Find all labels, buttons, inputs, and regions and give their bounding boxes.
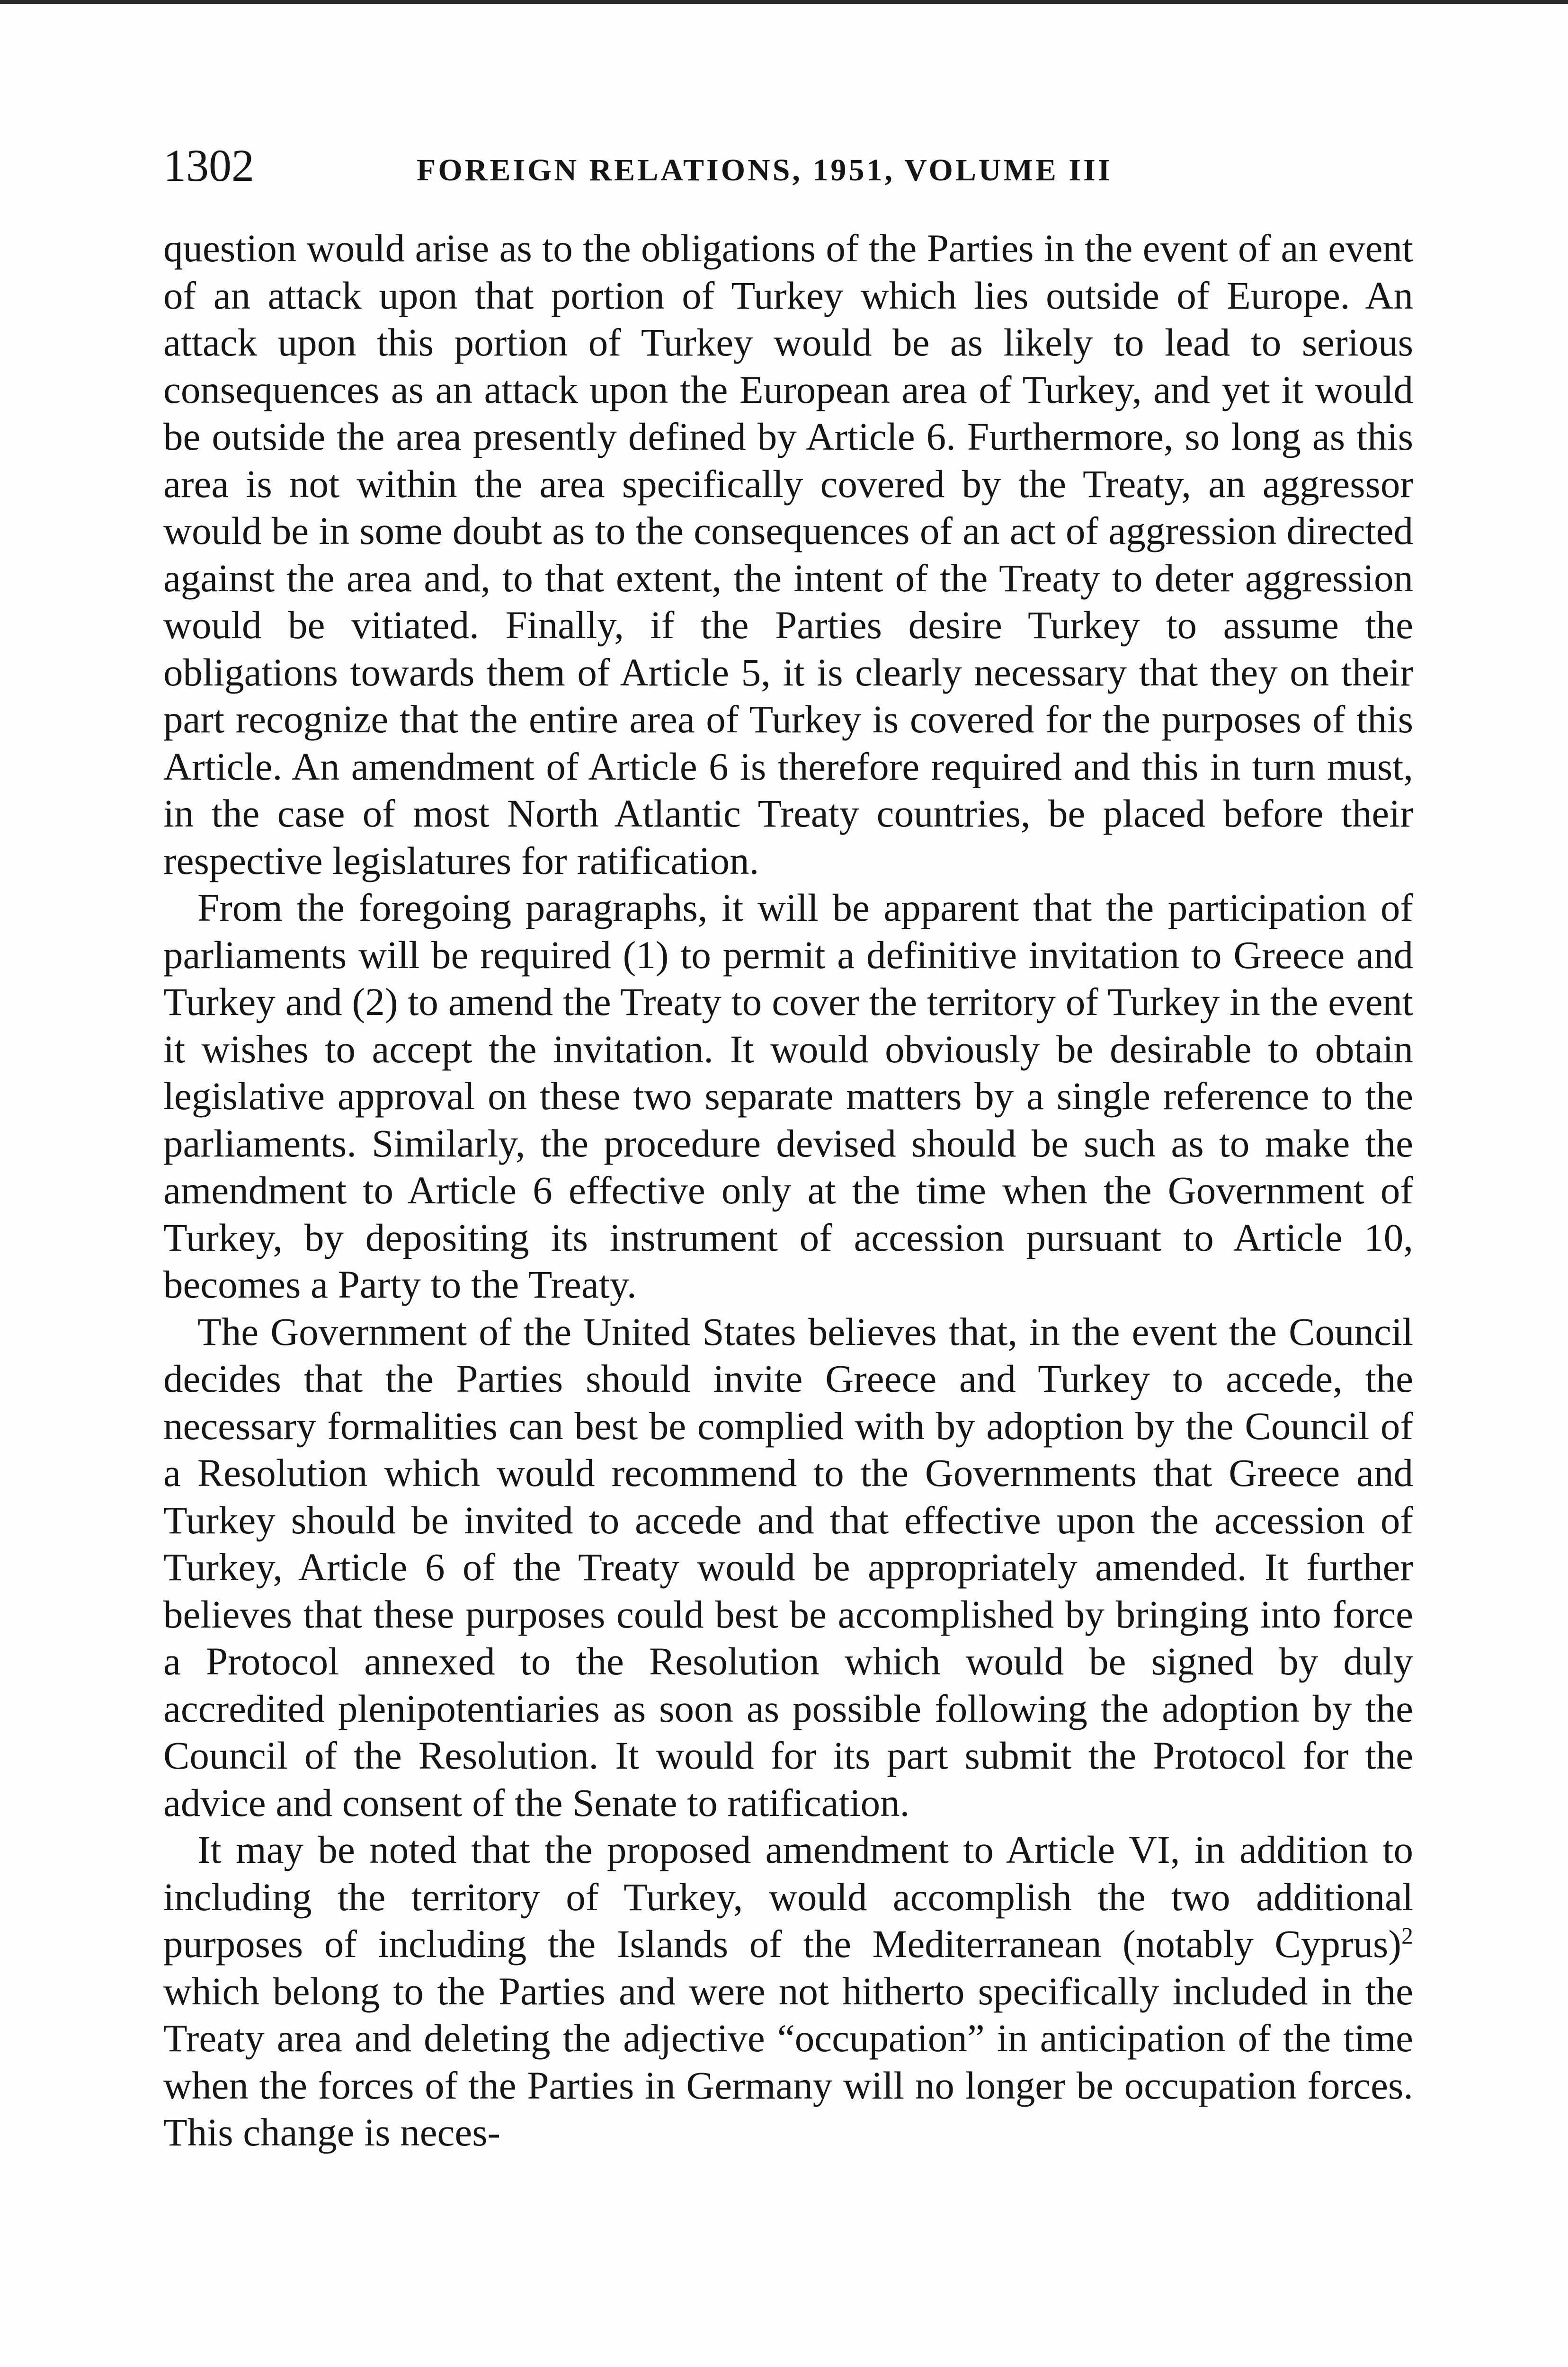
paragraph-4-part-1: It may be noted that the proposed amendment to Article VI, in addition to including the territory of Turkey, would accomplish the two additional purposes of including the Islands of the Mediterranean (notably Cyprus) bbox=[163, 1828, 1413, 1966]
paragraph-2: From the foregoing paragraphs, it will be apparent that the participation of parliaments will be required (1) to permit a definitive invitation to Greece and Turkey and (2) to amend the Treaty to cover the territory of Turkey in the event it wishes to accept the invitation. It would obviously be desirable to obtain legislative approval on these two separate matters by a single reference to the parliaments. Similarly, the procedure devised should be such as to make the amendment to Article 6 effective only at the time when the Government of Turkey, by depositing its instrument of accession pursuant to Article 10, becomes a Party to the Treaty. bbox=[163, 886, 1413, 1306]
page-header bbox=[163, 135, 1413, 196]
paragraph-4 bbox=[163, 1826, 1413, 2156]
running-head: FOREIGN RELATIONS, 1951, VOLUME III bbox=[417, 153, 1113, 187]
page-number: 1302 bbox=[163, 140, 254, 191]
paragraph-1: question would arise as to the obligations of the Parties in the event of an event of an attack upon that portion of Turkey which lies outside of Europe. An attack upon this portion of Turkey would be as likely to lead to serious consequences as an attack upon the European area of Turkey, and yet it would be outside the area presently defined by Article 6. Furthermore, so long as this area is not within the area specifically covered by the Treaty, an aggressor would be in some doubt as to the consequences of an act of aggression directed against the area and, to that extent, the intent of the Treaty to deter aggression would be vitiated. Finally, if the Parties desire Turkey to assume the obligations towards them of Article 5, it is clearly necessary that they on their part recognize that the entire area of Turkey is covered for the purposes of this Article. An amendment of Article 6 is therefore required and this in turn must, in the case of most North Atlantic Treaty countries, be placed before their respective legislatures for ratification. bbox=[163, 226, 1413, 882]
scan-top-edge bbox=[0, 0, 1568, 4]
paragraph-4-part-2: which belong to the Parties and were not hitherto specifically included in the Treaty area and deleting the adjective “occupation” in anticipation of the time when the forces of the Parties in Germany will no longer be occupation forces. This change is neces- bbox=[163, 1969, 1413, 2154]
body-text bbox=[163, 225, 1413, 2156]
paragraph-3: The Government of the United States believes that, in the event the Council decides that the Parties should invite Greece and Turkey to accede, the necessary formalities can best be complied with by adoption by the Council of a Resolution which would recommend to the Governments that Greece and Turkey should be invited to accede and that effective upon the accession of Turkey, Article 6 of the Treaty would be appropriately amended. It further believes that these purposes could best be accomplished by bringing into force a Protocol annexed to the Resolution which would be signed by duly accredited plenipotentiaries as soon as possible following the adoption by the Council of the Resolution. It would for its part submit the Protocol for the advice and consent of the Senate to ratification. bbox=[163, 1309, 1413, 1824]
footnote-reference: 2 bbox=[1401, 1922, 1413, 1949]
